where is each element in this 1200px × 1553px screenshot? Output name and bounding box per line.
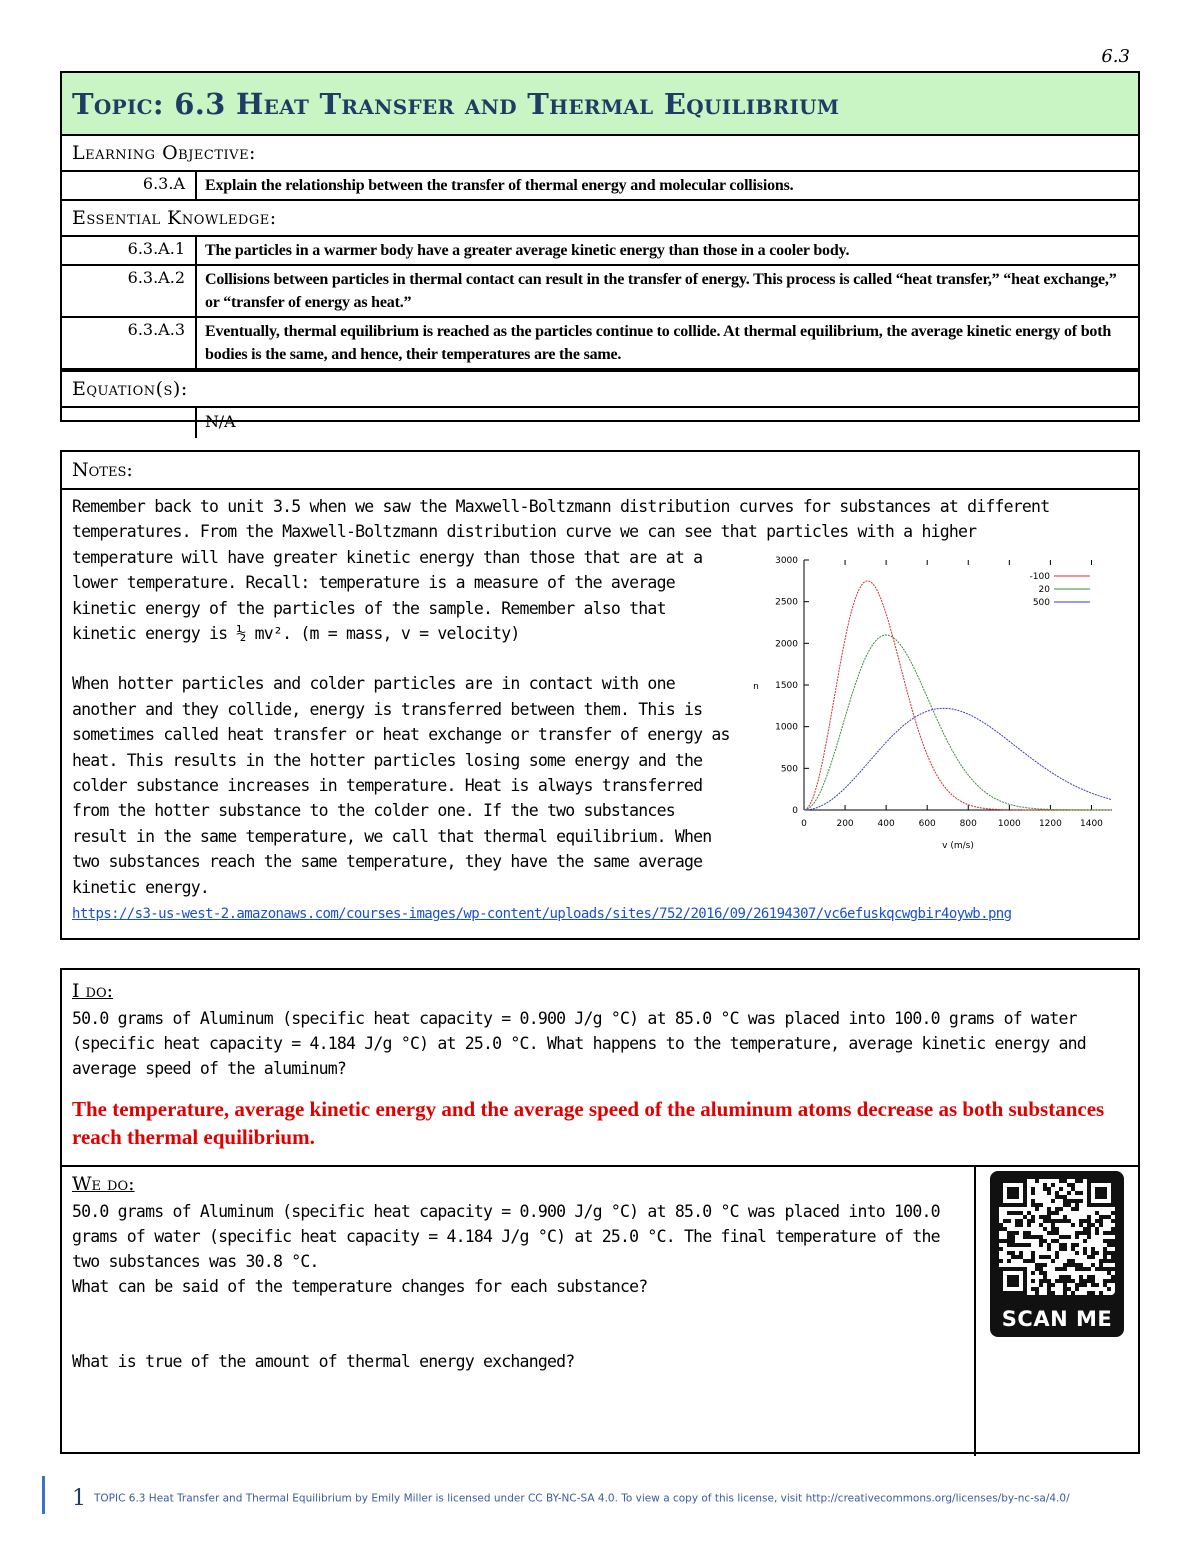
x-tick-label: 400 <box>877 819 895 829</box>
y-tick-label: 3000 <box>775 556 798 566</box>
wedo-q2: What is true of the amount of thermal energy exchanged? <box>72 1352 575 1371</box>
knowledge-row <box>62 266 1138 318</box>
topic-title <box>62 73 1138 136</box>
legend-label: 20 <box>1038 585 1050 595</box>
footer <box>72 1486 1070 1511</box>
y-tick-label: 500 <box>780 764 798 775</box>
knowledge-row <box>62 237 1138 266</box>
legend-label: 500 <box>1032 598 1050 608</box>
notes-paragraph-2: When hotter particles and colder particles are in contact with one another and they collide, energy is transferred between them. This is sometimes called heat transfer or heat exchange or transfer of energy as heat. This results in the hotter particles losing some energy and the colder substance increases in temperature. Heat is always transferred from the hotter substance to the colder one. If the two substances result in the same temperature, we call that thermal equilibrium. When two substances reach the same temperature, they have the same average kinetic energy. <box>72 674 730 897</box>
y-tick-label: 1500 <box>775 681 798 691</box>
maxwell-boltzmann-chart <box>742 548 1122 858</box>
wedo-question: 50.0 grams of Aluminum (specific heat capacity = 0.900 J/g °C) at 85.0 °C was placed into 100.0 grams of water (specific heat capacity = 4.184 J/g °C) at 25.0 °C. The final temperature of the two substances was 30.8 °C. <box>72 1202 940 1271</box>
y-axis-label: n <box>753 682 759 692</box>
footer-accent <box>42 1476 45 1514</box>
wedo-label: We do: <box>72 1173 135 1195</box>
notes-label: Notes: <box>62 452 1138 490</box>
topic-table <box>60 71 1140 431</box>
learning-objective-label: Learning Objective: <box>62 136 1138 172</box>
equations-label: Equation(s): <box>62 370 1138 408</box>
scan-me-label: SCAN ME <box>1001 1307 1113 1331</box>
y-tick-label: 2000 <box>775 639 798 650</box>
knowledge-text: Eventually, thermal equilibrium is reached as the particles continue to collide. At thermal equilibrium, the average kinetic energy of both bodies is the same, and hence, their temperatures are the same. <box>205 323 1112 363</box>
x-tick-label: 1200 <box>1038 819 1062 829</box>
series-line-2 <box>804 635 1112 810</box>
x-tick-label: 800 <box>959 819 977 829</box>
topic-title-main: 6.3 Heat Transfer and Thermal Equilibrium <box>174 86 840 121</box>
notes-paragraph-1a: Remember back to unit 3.5 when we saw the Maxwell-Boltzmann distribution curves for substances at different temperatures. From the Maxwell-Boltzmann distribution curve we can see that particles with a higher <box>72 497 1050 542</box>
footer-license-text: TOPIC 6.3 Heat Transfer and Thermal Equilibrium by Emily Miller is licensed under CC BY-NC-SA 4.0. To view a copy of this license, visit http://creativecommons.org/licenses/by-nc-sa/4.0/ <box>94 1492 1070 1505</box>
x-tick-label: 1000 <box>997 819 1021 829</box>
page-label: 6.3 <box>1101 46 1130 67</box>
series-line-3 <box>804 708 1112 810</box>
knowledge-code: 6.3.A.3 <box>62 318 197 368</box>
objective-text: Explain the relationship between the transfer of thermal energy and molecular collisions. <box>205 177 794 194</box>
knowledge-row <box>62 318 1138 370</box>
qr-code[interactable] <box>990 1171 1124 1337</box>
equation-value: N/A <box>205 412 236 431</box>
y-tick-label: 1000 <box>775 722 798 733</box>
objective-row <box>62 172 1138 201</box>
wedo-q1: What can be said of the temperature changes for each substance? <box>72 1277 648 1296</box>
x-axis-label: v (m/s) <box>942 841 974 851</box>
topic-title-prefix: Topic: <box>72 86 164 121</box>
essential-knowledge-label: Essential Knowledge: <box>62 201 1138 237</box>
x-tick-label: 200 <box>836 819 854 829</box>
knowledge-code: 6.3.A.1 <box>62 237 197 264</box>
x-tick-label: 600 <box>918 819 936 829</box>
ido-box <box>60 968 1140 1454</box>
y-tick-label: 2500 <box>775 597 798 608</box>
legend-label: -100 <box>1029 572 1050 582</box>
knowledge-text: Collisions between particles in thermal contact can result in the transfer of energy. This process is called “heat transfer,” “heat exchange,” or “transfer of energy as heat.” <box>205 271 1117 311</box>
x-tick-label: 1400 <box>1080 819 1103 829</box>
notes-paragraph-1b: temperature will have greater kinetic energy than those that are at a lower temperature. Recall: temperature is a measure of the average kinetic energy of the particles of the sample. Remember also that kinetic energy is ½ mv². (m = mass, v = velocity) <box>72 547 703 644</box>
equation-row <box>62 408 1138 438</box>
x-tick-label: 0 <box>801 819 807 829</box>
knowledge-code: 6.3.A.2 <box>62 266 197 316</box>
equation-code <box>62 408 197 438</box>
ido-question: 50.0 grams of Aluminum (specific heat capacity = 0.900 J/g °C) at 85.0 °C was placed into 100.0 grams of water (specific heat capacity = 4.184 J/g °C) at 25.0 °C. What happens to the temperature, average kinetic energy and average speed of the aluminum? <box>72 1009 1086 1078</box>
footer-page-number: 1 <box>72 1486 86 1511</box>
objective-code: 6.3.A <box>62 172 197 199</box>
y-tick-label: 0 <box>792 806 798 816</box>
series-line-1 <box>804 581 1112 810</box>
ido-label: I do: <box>72 980 114 1002</box>
knowledge-text: The particles in a warmer body have a greater average kinetic energy than those in a cooler body. <box>205 242 850 259</box>
wedo-section <box>62 1165 1138 1456</box>
qr-code-icon <box>999 1179 1115 1295</box>
image-source-link[interactable]: https://s3-us-west-2.amazonaws.com/courses-images/wp-content/uploads/sites/752/2016/09/26194307/vc6efuskqcwgbir4oywb.png <box>72 906 1012 923</box>
ido-answer: The temperature, average kinetic energy and the average speed of the aluminum atoms decrease as both substances reach thermal equilibrium. <box>72 1097 1105 1149</box>
